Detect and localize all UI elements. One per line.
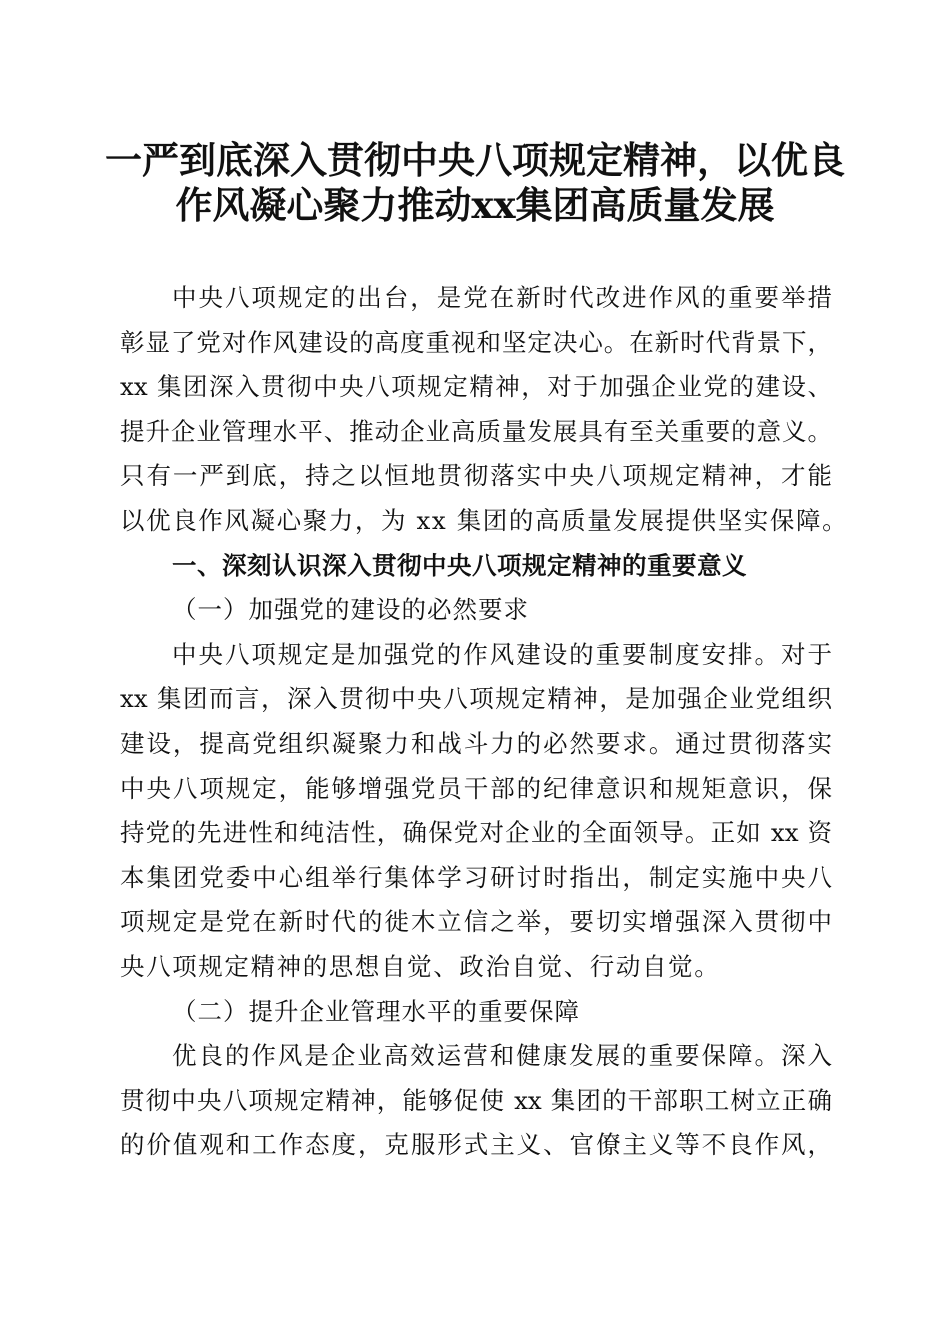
paragraph-line: 优良的作风是企业高效运营和健康发展的重要保障。深入: [172, 1041, 832, 1071]
paragraph-line: 央八项规定精神的思想自觉、政治自觉、行动自觉。: [120, 951, 721, 981]
section-heading: 一、深刻认识深入贯彻中央八项规定精神的重要意义: [172, 550, 747, 580]
subsection-heading: （二）提升企业管理水平的重要保障: [172, 996, 580, 1026]
paragraph-line: 持党的先进性和纯洁性，确保党对企业的全面领导。正如 xx 资: [120, 818, 832, 848]
document-title-line-1: 一严到底深入贯彻中央八项规定精神，以优良: [105, 138, 845, 182]
document-body: [120, 276, 849, 1168]
paragraph-line: 建设，提高党组织凝聚力和战斗力的必然要求。通过贯彻落实: [120, 728, 832, 758]
document-title-line-2: 作风凝心聚力推动xx集团高质量发展: [175, 183, 775, 227]
paragraph-line: 本集团党委中心组举行集体学习研讨时指出，制定实施中央八: [120, 862, 832, 892]
paragraph-line: 中央八项规定，能够增强党员干部的纪律意识和规矩意识，保: [120, 773, 832, 803]
paragraph-line: 中央八项规定的出台，是党在新时代改进作风的重要举措: [172, 283, 832, 312]
paragraph-line: 以优良作风凝心聚力，为 xx 集团的高质量发展提供坚实保障。: [120, 505, 849, 535]
paragraph-line: 只有一严到底，持之以恒地贯彻落实中央八项规定精神，才能: [120, 461, 832, 491]
paragraph-line: 项规定是党在新时代的徙木立信之举，要切实增强深入贯彻中: [120, 907, 832, 937]
subsection-heading: （一）加强党的建设的必然要求: [172, 595, 529, 625]
paragraph-line: 彰显了党对作风建设的高度重视和坚定决心。在新时代背景下，: [120, 327, 832, 357]
paragraph-line: xx 集团而言，深入贯彻中央八项规定精神，是加强企业党组织: [120, 684, 832, 714]
paragraph-line: 中央八项规定是加强党的作风建设的重要制度安排。对于: [172, 639, 832, 669]
paragraph-line: 的价值观和工作态度，克服形式主义、官僚主义等不良作风，: [120, 1130, 832, 1160]
paragraph-line: 贯彻中央八项规定精神，能够促使 xx 集团的干部职工树立正确: [120, 1085, 832, 1115]
paragraph-line: xx 集团深入贯彻中央八项规定精神，对于加强企业党的建设、: [120, 372, 832, 402]
paragraph-line: 提升企业管理水平、推动企业高质量发展具有至关重要的意义。: [120, 416, 832, 446]
